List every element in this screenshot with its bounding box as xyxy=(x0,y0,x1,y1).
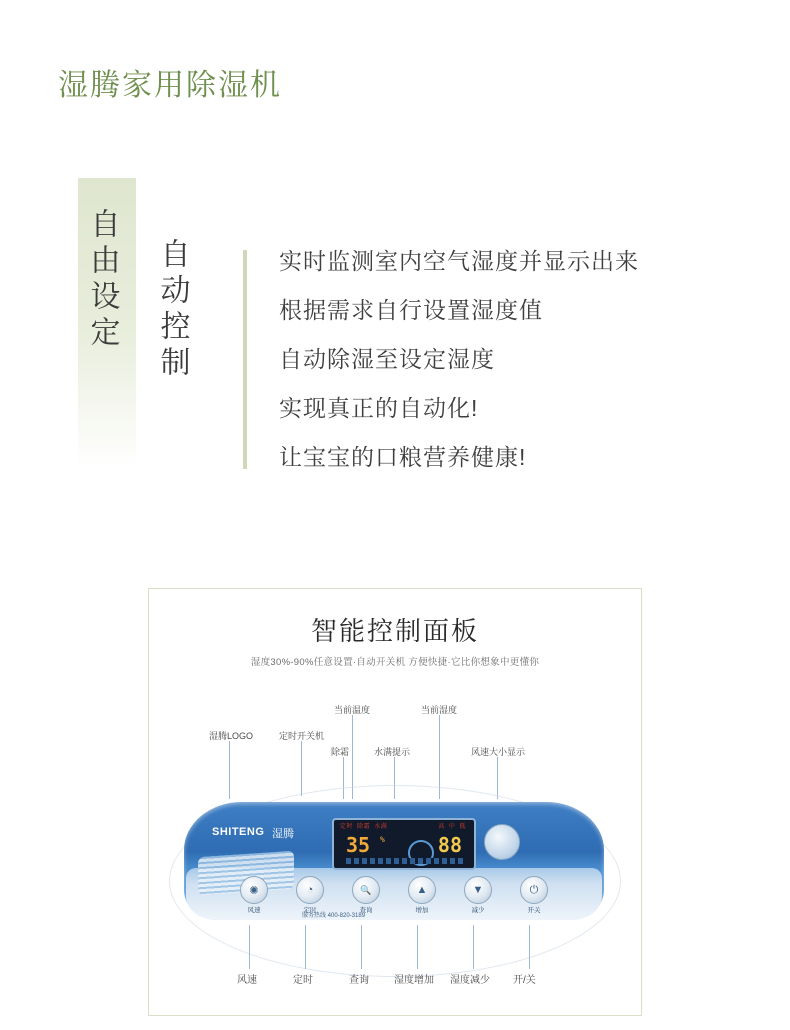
panel-subtitle: 湿度30%-90%任意设置·自动开关机 方便快捷·它比你想象中更懂你 xyxy=(250,657,540,668)
bottom-callout-humidity-down: 湿度减少 xyxy=(450,975,490,986)
arrow-down-icon: ▼ xyxy=(472,884,484,896)
fan-speed-button[interactable] xyxy=(240,876,268,914)
callout-timer: 定时开关机 xyxy=(279,731,325,741)
query-button-label: 查询 xyxy=(359,907,373,914)
bottom-callout-humidity-up: 湿度增加 xyxy=(394,975,434,986)
timer-button[interactable] xyxy=(296,876,324,914)
callout-leader-line xyxy=(305,925,306,969)
lcd-temperature-unit: % xyxy=(380,835,385,844)
headline-vertical-left: 自动控制 xyxy=(155,238,189,382)
control-panel-card xyxy=(148,588,642,1016)
device-button-row xyxy=(240,876,550,914)
feature-item: 实时监测室内空气湿度并显示出来 xyxy=(279,248,639,274)
lcd-status-icons-left: 定时 除霜 水满 xyxy=(340,823,388,830)
fan-speed-button-label: 风速 xyxy=(247,907,261,914)
search-icon: 🔍 xyxy=(360,884,372,895)
query-button[interactable] xyxy=(352,876,380,914)
lcd-segment-bars xyxy=(346,858,466,864)
callout-fan-speed-display: 风速大小显示 xyxy=(471,747,526,757)
panel-title: 智能控制面板 xyxy=(310,616,479,646)
page-title: 湿腾家用除湿机 xyxy=(58,69,282,102)
callout-logo: 湿腾LOGO xyxy=(209,731,254,741)
callout-current-temp: 当前温度 xyxy=(334,705,371,715)
bottom-callout-timer: 定时 xyxy=(293,975,313,986)
power-button[interactable] xyxy=(520,876,548,914)
headline-vertical-right: 自由设定 xyxy=(85,208,119,352)
arrow-up-icon: ▲ xyxy=(416,884,428,896)
feature-list xyxy=(243,250,743,469)
callout-leader-line xyxy=(229,741,230,799)
callout-leader-line xyxy=(301,741,302,796)
callout-current-humidity: 当前湿度 xyxy=(421,705,458,715)
dehumidifier-control-panel xyxy=(184,802,604,947)
vertical-headline-block xyxy=(78,178,228,468)
fan-icon: ✺ xyxy=(249,884,259,897)
bottom-callout-query: 查询 xyxy=(349,975,369,986)
power-icon: ⏻ xyxy=(529,883,539,896)
lcd-display xyxy=(332,818,476,870)
feature-item: 根据需求自行设置湿度值 xyxy=(279,297,543,323)
callout-leader-line xyxy=(361,925,362,969)
callout-leader-line xyxy=(417,925,418,969)
power-button-label: 开关 xyxy=(527,907,541,914)
callout-leader-line xyxy=(249,925,250,969)
lcd-status-icons-right: 高 中 低 xyxy=(438,823,466,830)
feature-item: 实现真正的自动化! xyxy=(279,395,479,421)
brand-logo-en: SHITENG xyxy=(212,826,265,838)
lcd-humidity-value: 88 xyxy=(437,833,462,857)
humidity-up-button-label: 增加 xyxy=(415,907,429,914)
humidity-down-button[interactable] xyxy=(464,876,492,914)
humidity-down-button-label: 减少 xyxy=(471,907,485,914)
feature-item: 自动除湿至设定湿度 xyxy=(279,346,495,372)
callout-leader-line xyxy=(529,925,530,969)
callout-leader-line xyxy=(497,757,498,799)
callout-defrost: 除霜 xyxy=(331,747,350,757)
feature-item: 让宝宝的口粮营养健康! xyxy=(279,444,527,470)
callout-water-full: 水满提示 xyxy=(374,747,411,757)
service-hotline: 服务热线 400-820-3189 xyxy=(302,913,366,919)
brand-logo-cn: 湿腾 xyxy=(272,828,294,840)
callout-leader-line xyxy=(473,925,474,969)
humidity-up-button[interactable] xyxy=(408,876,436,914)
lcd-temperature-value: 35 xyxy=(346,833,371,857)
timer-button-label: 定时 xyxy=(303,907,317,914)
bottom-callout-power: 开/关 xyxy=(513,975,536,986)
bottom-callout-fan-speed: 风速 xyxy=(237,975,257,986)
clock-icon: ◔ xyxy=(306,884,314,896)
speaker-grille xyxy=(484,824,520,860)
